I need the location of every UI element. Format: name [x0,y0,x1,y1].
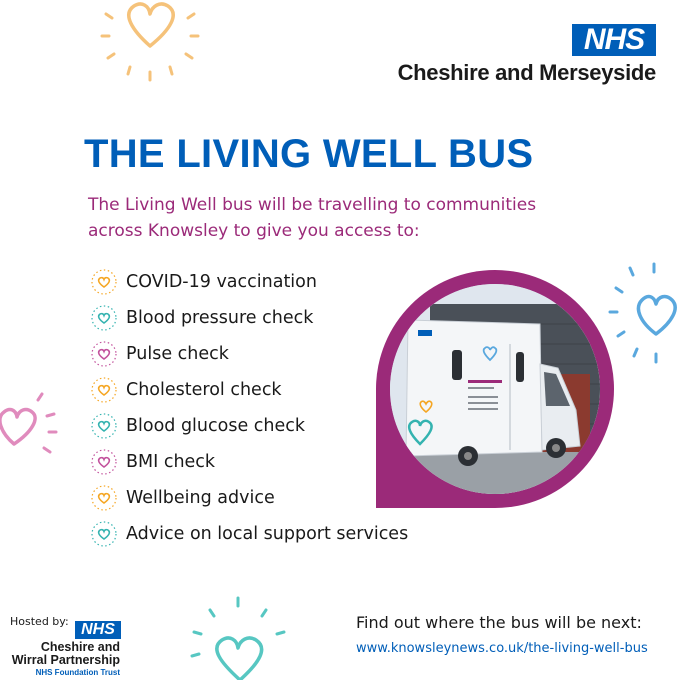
hosted-by-label: Hosted by: [10,615,69,628]
page-title: THE LIVING WELL BUS [84,132,534,176]
service-item [90,408,408,444]
bus-photo [376,270,614,508]
intro-line-2: across Knowsley to give you access to: [88,221,420,241]
service-label: Cholesterol check [126,380,282,400]
decorative-heart-teal-icon [180,592,300,680]
service-item [90,444,408,480]
heart-teal-icon [90,412,118,440]
heart-orange-icon [90,268,118,296]
service-label: Blood pressure check [126,308,314,328]
service-item [90,300,408,336]
heart-pink-icon [90,340,118,368]
heart-pink-icon [90,448,118,476]
decorative-heart-pink-icon [0,380,70,470]
service-label: Advice on local support services [126,524,409,544]
heart-orange-icon [90,484,118,512]
service-item [90,372,408,408]
trust-name-line-2: Wirral Partnership [11,653,120,667]
decorative-heart-orange-icon [92,0,212,90]
services-list [90,264,408,552]
region-name: Cheshire and Merseyside [397,60,656,85]
service-item [90,516,408,552]
service-label: Wellbeing advice [126,488,275,508]
trust-subtitle: NHS Foundation Trust [35,668,120,677]
trust-nhs-logo: NHS [75,621,121,639]
heart-teal-icon [90,520,118,548]
heart-teal-icon [90,304,118,332]
bus-illustration [390,284,600,494]
service-item [90,264,408,300]
intro-text [88,192,558,244]
bus-image [390,284,600,494]
service-item [90,336,408,372]
service-label: Pulse check [126,344,229,364]
trust-name [12,641,120,667]
find-out-text: Find out where the bus will be next: [356,613,642,632]
trust-name-line-1: Cheshire and [40,640,120,654]
nhs-logo: NHS [572,24,656,56]
bus-schedule-link[interactable]: www.knowsleynews.co.uk/the-living-well-bus [356,641,648,656]
service-label: COVID-19 vaccination [126,272,317,292]
service-label: Blood glucose check [126,416,306,436]
intro-line-1: The Living Well bus will be travelling to communities [88,195,537,215]
heart-orange-icon [90,376,118,404]
service-item [90,480,408,516]
service-label: BMI check [126,452,216,472]
